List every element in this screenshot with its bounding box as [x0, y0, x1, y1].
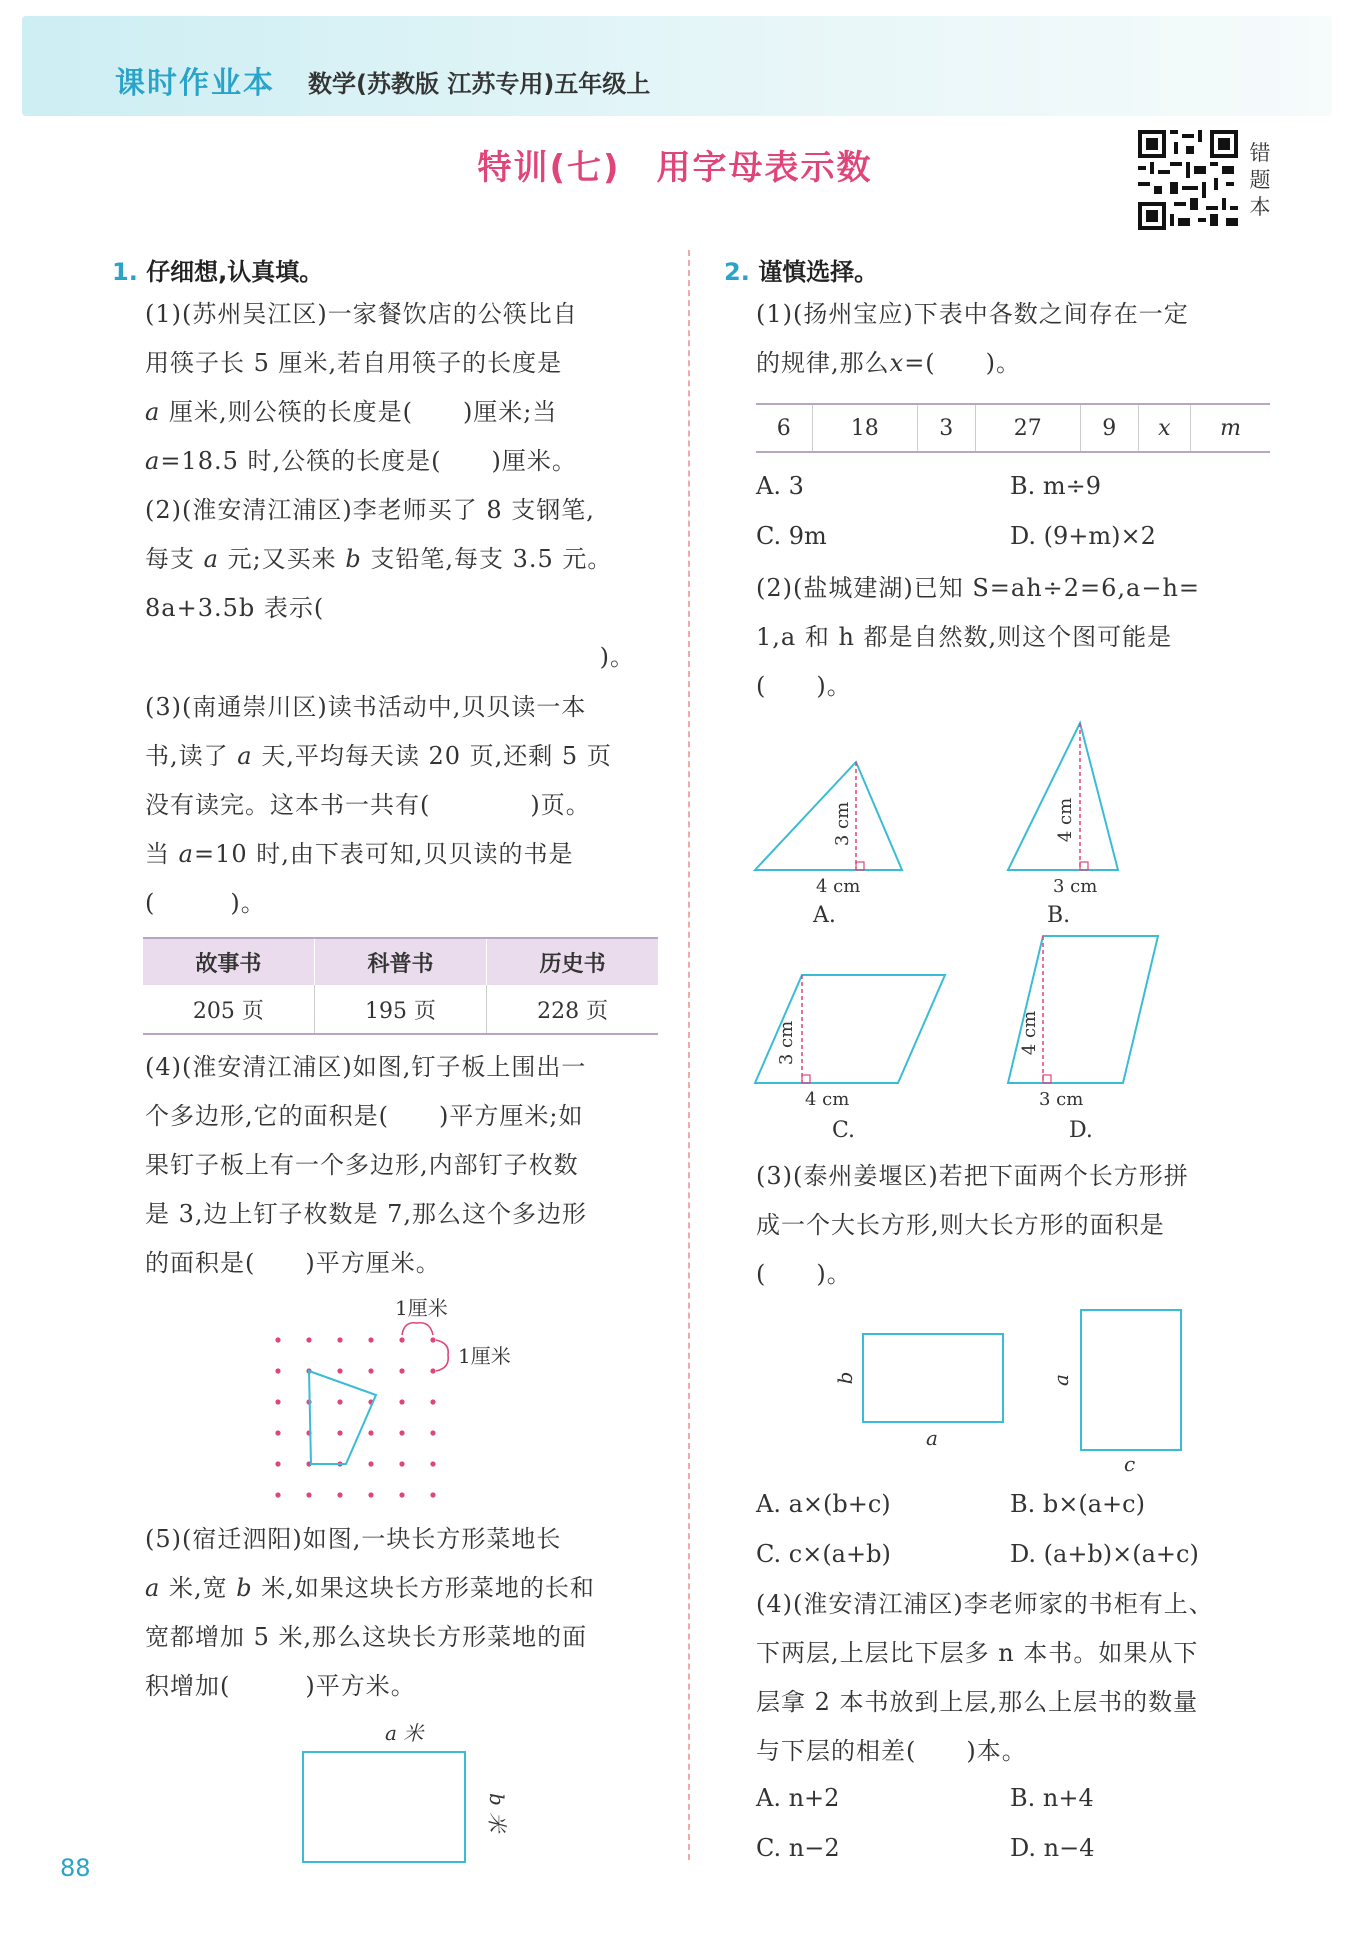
- table-cell: 205 页: [143, 985, 314, 1034]
- figure-parallelogram-c[interactable]: [750, 965, 960, 1145]
- table-header: 历史书: [539, 951, 606, 977]
- s2-q4-option-d[interactable]: D. n−4: [1010, 1834, 1095, 1862]
- table-cell: 9: [1080, 404, 1138, 452]
- s2-question-2: (2)(盐城建湖)已知 S=ah÷2=6,a−h= 1,a 和 h 都是自然数,则这个图可能是 ( )。: [756, 574, 1201, 700]
- svg-text:A.: A.: [813, 903, 836, 928]
- s1-question-3: (3)(南通崇川区)读书活动中,贝贝读一本 书,读了 a 天,平均每天读 20 页,还剩 5 页 没有读完。这本书一共有( )页。 当 a=10 时,由下表可知,贝贝读的书是 ( )。: [145, 693, 612, 917]
- svg-text:D.: D.: [1069, 1118, 1093, 1143]
- s2-q3-option-b[interactable]: B. b×(a+c): [1010, 1490, 1145, 1518]
- s1-question-2: (2)(淮安清江浦区)李老师买了 8 支钢笔, 每支 a 元;又买来 b 支铅笔,每支 3.5 元。 8a+3.5b 表示( )。: [145, 496, 635, 671]
- svg-text:a: a: [1049, 1374, 1073, 1386]
- s2-q1-option-a[interactable]: A. 3: [756, 472, 804, 500]
- svg-text:B.: B.: [1047, 903, 1071, 928]
- s2-q3-option-c[interactable]: C. c×(a+b): [756, 1540, 891, 1568]
- table-cell: 18: [812, 404, 917, 452]
- rect-length-label: a 米: [385, 1721, 424, 1745]
- s2-q3-option-d[interactable]: D. (a+b)×(a+c): [1010, 1540, 1199, 1568]
- brand-title: 课时作业本: [115, 66, 275, 101]
- svg-text:4 cm: 4 cm: [1055, 797, 1076, 843]
- s2-q1-option-d[interactable]: D. (9+m)×2: [1010, 522, 1156, 550]
- vegetable-plot-figure: [290, 1718, 520, 1868]
- s2-q1-option-c[interactable]: C. 9m: [756, 522, 827, 550]
- svg-text:4 cm: 4 cm: [1019, 1010, 1040, 1056]
- books-table: [143, 937, 658, 1035]
- section2-heading: 2. 谨慎选择。: [724, 258, 879, 286]
- s2-q4-option-b[interactable]: B. n+4: [1010, 1784, 1094, 1812]
- figure-parallelogram-d[interactable]: [1003, 928, 1183, 1145]
- peg-unit-label: 1厘米: [395, 1296, 448, 1320]
- table-cell: 27: [975, 404, 1080, 452]
- s2-q3-option-a[interactable]: A. a×(b+c): [756, 1490, 891, 1518]
- unit-brace-horizontal: [402, 1323, 433, 1335]
- page-title: 特训(七) 用字母表示数: [477, 148, 873, 188]
- table-cell: 228 页: [537, 998, 609, 1024]
- table-cell: 6: [756, 404, 812, 452]
- sequence-table: [756, 403, 1270, 453]
- unit-brace-vertical: [436, 1340, 448, 1371]
- book-subtitle: 数学(苏教版 江苏专用)五年级上: [308, 70, 651, 98]
- s2-q4-option-a[interactable]: A. n+2: [756, 1784, 840, 1812]
- s1-question-1: (1)(苏州吴江区)一家餐饮店的公筷比自 用筷子长 5 厘米,若自用筷子的长度是 a 厘米,则公筷的长度是( )厘米;当 a=18.5 时,公筷的长度是( )厘米。: [145, 300, 578, 475]
- s2-q1-option-b[interactable]: B. m÷9: [1010, 472, 1102, 500]
- s1-question-4: (4)(淮安清江浦区)如图,钉子板上围出一 个多边形,它的面积是( )平方厘米;如 果钉子板上有一个多边形,内部钉子枚数 是 3,边上钉子枚数是 7,那么这个多边形 的面积是( )平方厘米。: [145, 1053, 588, 1277]
- plot-rectangle: [303, 1752, 465, 1862]
- page-number: 88: [60, 1854, 91, 1882]
- rect-a-by-c: [1081, 1310, 1181, 1450]
- svg-text:b: b: [833, 1371, 857, 1385]
- peg-unit-label: 1厘米: [458, 1344, 511, 1368]
- peg-polygon: [309, 1371, 376, 1464]
- peg-board-figure: [260, 1295, 510, 1505]
- table-cell: 195 页: [314, 985, 486, 1034]
- table-cell: m: [1220, 415, 1241, 441]
- svg-text:4 cm: 4 cm: [816, 876, 861, 897]
- s2-question-1: (1)(扬州宝应)下表中各数之间存在一定 的规律,那么x=( )。: [756, 300, 1189, 377]
- rect-width-label: b 米: [485, 1793, 509, 1833]
- svg-text:3 cm: 3 cm: [832, 801, 853, 847]
- wrong-question-label: 错 题 本: [1249, 141, 1271, 219]
- column-divider: [688, 250, 690, 1860]
- figure-triangle-b[interactable]: [1003, 715, 1163, 930]
- svg-text:C.: C.: [832, 1118, 856, 1143]
- s2-q4-option-c[interactable]: C. n−2: [756, 1834, 840, 1862]
- qr-code-icon[interactable]: [1138, 130, 1238, 230]
- table-header: 故事书: [143, 938, 314, 985]
- table-header: 科普书: [314, 938, 486, 985]
- two-rectangles-figure: [833, 1300, 1200, 1476]
- s2-question-3: (3)(泰州姜堰区)若把下面两个长方形拼 成一个大长方形,则大长方形的面积是 ( )。: [756, 1162, 1189, 1288]
- table-cell: x: [1138, 404, 1190, 452]
- svg-text:3 cm: 3 cm: [776, 1020, 797, 1066]
- section1-heading: 1. 仔细想,认真填。: [112, 258, 324, 286]
- peg-dots: [275, 1337, 435, 1497]
- s1-question-5: (5)(宿迁泗阳)如图,一块长方形菜地长 a 米,宽 b 米,如果这块长方形菜地的长和 宽都增加 5 米,那么这块长方形菜地的面 积增加( )平方米。: [145, 1525, 595, 1700]
- rect-b-by-a: [863, 1334, 1003, 1422]
- svg-text:3 cm: 3 cm: [1053, 876, 1098, 897]
- s2-question-4: (4)(淮安清江浦区)李老师家的书柜有上、 下两层,上层比下层多 n 本书。如果从下 层拿 2 本书放到上层,那么上层书的数量 与下层的相差( )本。: [756, 1590, 1214, 1765]
- table-cell: 3: [917, 404, 975, 452]
- svg-text:c: c: [1124, 1452, 1136, 1476]
- svg-text:a: a: [926, 1426, 938, 1450]
- svg-text:3 cm: 3 cm: [1039, 1089, 1084, 1110]
- figure-triangle-a[interactable]: [750, 752, 930, 930]
- svg-text:4 cm: 4 cm: [805, 1089, 850, 1110]
